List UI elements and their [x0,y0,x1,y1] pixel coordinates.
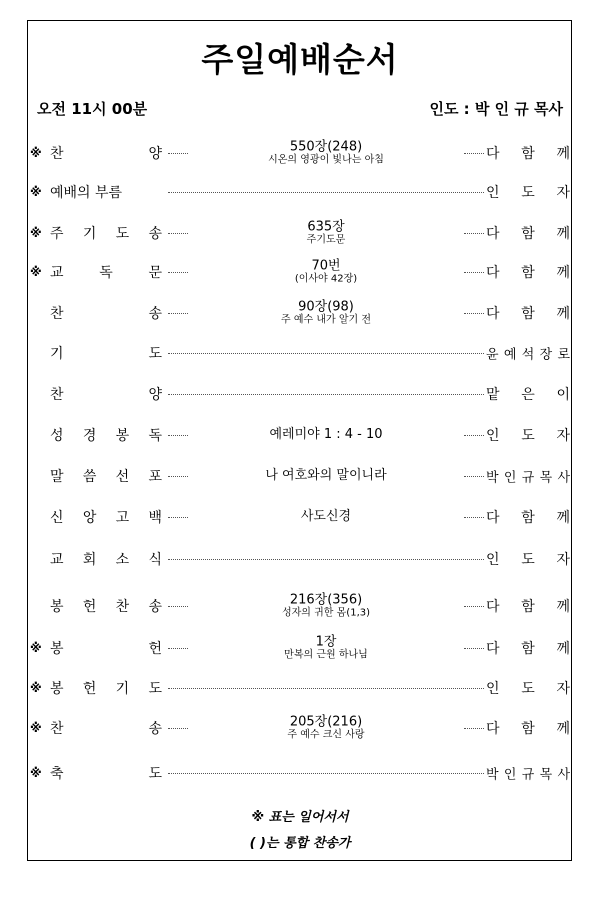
item-label [50,549,162,569]
item-leader-char: 함 [521,226,535,242]
item-label [50,638,162,658]
leader-dots [464,233,484,234]
item-leader-char: 목 [539,767,553,783]
item-label-char: 찬 [50,146,64,162]
item-label-char: 독 [148,428,162,444]
standing-mark: ※ [30,721,42,735]
leader-dots [168,517,188,518]
leader-dots [464,272,484,273]
standing-mark: ※ [30,641,42,655]
item-leader-char: 윤 [486,347,499,363]
item-leader-char: 인 [486,552,500,568]
leader-dots [464,313,484,314]
item-leader [486,344,570,363]
item-leader [486,549,570,569]
standing-mark: ※ [30,766,42,780]
item-leader [486,425,570,445]
item-leader-char: 사 [557,470,570,486]
service-item [30,415,570,455]
standing-mark: ※ [30,146,42,160]
item-label-char: 성 [50,428,64,444]
item-label-char: 찬 [50,721,64,737]
item-label-char: 송 [148,306,162,322]
item-leader-char: 다 [486,265,500,281]
item-content [188,510,464,524]
service-item [30,172,570,212]
item-label-char: 찬 [115,599,130,615]
service-item [30,133,570,173]
item-label-char: 찬 [50,387,64,403]
service-item [30,628,570,668]
item-content [188,259,464,284]
leader-dots [168,272,188,273]
item-leader [486,303,570,323]
item-label [50,678,162,698]
item-label-char: 도 [148,766,162,782]
item-main: 635장 [307,219,345,235]
item-content [188,140,464,165]
item-sub: 주 예수 크신 사랑 [287,729,365,741]
leader-dots [168,153,188,154]
item-leader [486,507,570,527]
item-sub: 시온의 영광이 빛나는 아침 [268,154,384,166]
item-leader [486,143,570,163]
item-label-char: 양 [148,387,162,403]
item-label-char: 기 [50,346,64,362]
item-main: 550장(248) [289,139,363,155]
item-leader-char: 다 [486,721,500,737]
item-label-char: 송 [148,721,162,737]
item-sub: 성자의 귀한 몸(1,3) [281,607,371,619]
item-label-char: 도 [148,681,162,697]
leader-dots [168,313,188,314]
item-leader-char: 께 [556,721,570,737]
item-leader-char: 장 [539,347,553,363]
item-leader-char: 함 [521,641,535,657]
leader-dots [464,517,484,518]
item-leader-char: 께 [556,641,570,657]
item-label-char: 식 [148,552,162,568]
item-content [188,428,464,442]
item-label-char: 신 [50,510,64,526]
item-label-char: 송 [148,599,162,615]
service-item [30,753,570,793]
item-leader-char: 자 [556,428,570,444]
item-label-char: 봉 [50,599,64,615]
item-label [50,182,162,202]
item-main: 1장 [315,634,337,650]
item-leader-char: 도 [521,428,535,444]
item-label [50,223,162,243]
item-label-char: 축 [50,766,64,782]
item-label-char: 교 [50,265,64,281]
item-leader-char: 도 [521,552,535,568]
service-item [30,252,570,292]
item-leader-char: 께 [556,510,570,526]
item-label [50,718,162,738]
item-label [50,343,162,363]
leader-dots [168,192,484,193]
item-label-char: 고 [115,510,130,526]
item-leader-char: 께 [556,599,570,615]
item-label-char: 문 [148,265,162,281]
item-main: 205장(216) [289,714,363,730]
item-label-char: 주 [50,226,64,242]
service-item [30,374,570,414]
service-item [30,293,570,333]
leader-dots [464,435,484,436]
item-leader [486,678,570,698]
item-label-char: 씀 [82,469,97,485]
item-leader-char: 함 [521,721,535,737]
leader-dots [168,606,188,607]
item-label-char: 말 [50,469,64,485]
service-item [30,708,570,748]
item-content [188,220,464,245]
item-leader-char: 께 [556,146,570,162]
item-leader-char: 께 [556,265,570,281]
item-label [50,262,162,282]
leader-dots [464,728,484,729]
standing-mark: ※ [30,681,42,695]
item-leader-char: 규 [521,767,535,783]
item-leader-char: 도 [521,681,535,697]
item-leader-char: 규 [521,470,535,486]
item-label-char: 선 [115,469,130,485]
leader-dots [168,476,188,477]
item-leader-char: 께 [556,226,570,242]
page-title: 주일예배순서 [201,40,399,79]
leader-dots [464,476,484,477]
leader-dots [168,394,484,395]
item-leader [486,467,570,486]
item-leader [486,718,570,738]
item-main: 216장(356) [289,592,363,608]
item-leader-char: 은 [521,387,535,403]
item-content [188,469,464,483]
item-label-char: 도 [115,226,130,242]
item-label-char: 봉 [115,428,130,444]
leader-dots [168,353,484,354]
service-item [30,213,570,253]
item-leader [486,262,570,282]
item-leader-char: 함 [521,599,535,615]
hymnal-note: ( )는 통합 찬송가 [249,836,351,851]
item-label-char: 봉 [50,681,64,697]
item-label-char: 독 [99,265,113,281]
item-label-char: 봉 [50,641,64,657]
item-label [50,466,162,486]
leader-dots [168,773,484,774]
standing-mark: ※ [30,226,42,240]
service-item [30,586,570,626]
standing-note: ※ 표는 일어서서 [251,810,349,825]
item-leader-char: 다 [486,641,500,657]
service-time: 오전 11시 00분 [37,100,148,118]
item-leader-char: 다 [486,510,500,526]
item-leader-char: 자 [556,185,570,201]
item-label [50,425,162,445]
item-label-char: 교 [50,552,64,568]
item-label-char: 앙 [82,510,97,526]
service-item [30,539,570,579]
item-leader-char: 사 [557,767,570,783]
item-leader-char: 인 [486,681,500,697]
item-main: 예레미야 1 : 4 - 10 [269,426,383,442]
item-leader-char: 인 [486,185,500,201]
item-sub: 만복의 근원 하나님 [284,649,368,661]
leader-dots [168,688,484,689]
item-leader-char: 인 [486,428,500,444]
item-label [50,763,162,783]
leader-dots [464,606,484,607]
item-label [50,303,162,323]
item-main: 나 여호와의 말이니라 [265,467,387,483]
item-leader-char: 함 [521,306,535,322]
item-leader-char: 함 [521,146,535,162]
item-leader-char: 도 [521,185,535,201]
item-leader-char: 박 [486,470,499,486]
service-item [30,497,570,537]
item-label-char: 경 [82,428,97,444]
item-leader-char: 박 [486,767,499,783]
item-sub: 주 예수 내가 알기 전 [281,314,371,326]
item-leader-char: 께 [556,306,570,322]
item-leader-char: 자 [556,552,570,568]
item-content [188,715,464,740]
item-label-char: 헌 [82,681,97,697]
item-label-char: 기 [82,226,97,242]
item-label [50,143,162,163]
leader-dots [464,153,484,154]
item-label-char: 소 [115,552,130,568]
item-label-char: 양 [148,146,162,162]
item-label-char: 송 [148,226,162,242]
leader-dots [168,559,484,560]
item-main: 70번 [311,258,341,274]
item-label-char: 도 [148,346,162,362]
item-leader-char: 다 [486,226,500,242]
service-item [30,333,570,373]
item-label [50,384,162,404]
item-sub: 주기도문 [306,234,346,246]
item-leader [486,638,570,658]
leader-dots [168,435,188,436]
item-leader [486,764,570,783]
item-label-char: 포 [148,469,162,485]
item-label-char: 예배의 부름 [50,185,123,201]
item-leader-char: 다 [486,599,500,615]
item-label-char: 찬 [50,306,64,322]
leader-dots [168,728,188,729]
item-label [50,507,162,527]
item-sub: (이사야 42장) [294,273,358,285]
item-label [50,596,162,616]
item-content [188,593,464,618]
service-item [30,456,570,496]
standing-mark: ※ [30,185,42,199]
item-label-char: 헌 [148,641,162,657]
item-leader-char: 로 [557,347,570,363]
leader-dots [168,648,188,649]
item-leader-char: 예 [503,347,517,363]
item-leader-char: 이 [556,387,570,403]
item-content [188,300,464,325]
item-leader [486,223,570,243]
item-leader-char: 목 [539,470,553,486]
item-leader [486,182,570,202]
item-label-char: 백 [148,510,162,526]
item-content [188,635,464,660]
item-leader-char: 함 [521,510,535,526]
item-leader-char: 맡 [486,387,500,403]
service-item [30,668,570,708]
item-label-char: 헌 [82,599,97,615]
item-leader-char: 인 [503,470,517,486]
item-leader-char: 다 [486,306,500,322]
item-main: 90장(98) [298,299,354,315]
item-leader-char: 자 [556,681,570,697]
item-leader-char: 인 [503,767,517,783]
item-main: 사도신경 [300,508,352,524]
item-leader-char: 함 [521,265,535,281]
standing-mark: ※ [30,265,42,279]
service-leader: 인도 : 박 인 규 목사 [429,100,563,118]
item-leader-char: 다 [486,146,500,162]
item-label-char: 기 [115,681,130,697]
item-leader-char: 석 [521,347,535,363]
leader-dots [168,233,188,234]
leader-dots [464,648,484,649]
item-leader [486,596,570,616]
item-label-char: 회 [82,552,97,568]
item-leader [486,384,570,404]
